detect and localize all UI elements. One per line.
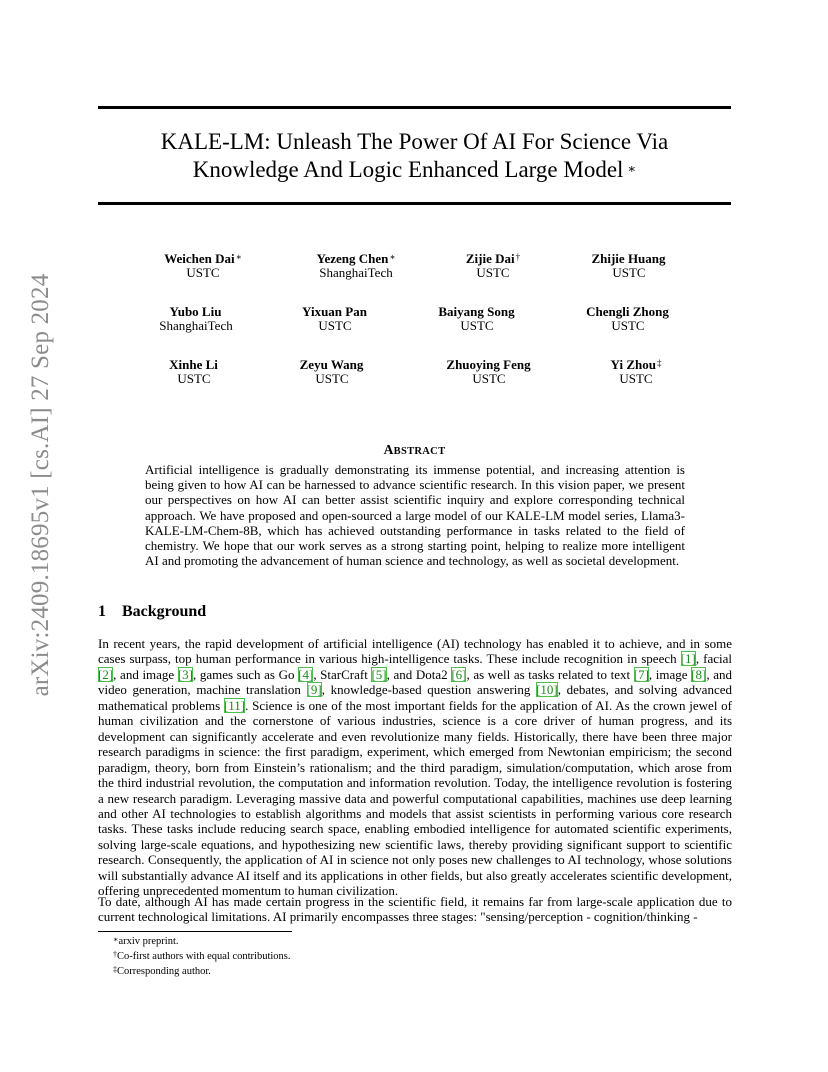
author-affiliation: USTC	[460, 318, 494, 333]
citation-link[interactable]: [4]	[298, 666, 314, 682]
abstract-text: Artificial intelligence is gradually demonstrating its immense potential, and increasing attention is being given to how AI can be harnessed to advance scientific research. In this vision paper, we present our perspectives on how AI can better assist scientific inquiry and explore corresponding technical approach. We have proposed and open-sourced a large model of our KALE-LM model series, Llama3-KALE-LM-Chem-8B, which has achieved outstanding performance in tasks related to the field of chemistry. We hope that our work serves as a strong starting point, helping to realize more intelligent AI and promoting the advancement of human science and technology, as well as societal development.	[145, 462, 685, 569]
author-affiliation: USTC	[476, 265, 510, 280]
author-name: Xinhe Li	[169, 357, 218, 372]
author-block	[419, 358, 559, 386]
author-affiliation: USTC	[619, 371, 653, 386]
author-block	[559, 252, 699, 280]
paragraph-text: , as well as tasks related to text	[466, 666, 634, 682]
author-affiliation: USTC	[611, 318, 645, 333]
section-heading	[98, 603, 206, 621]
author-affiliation: USTC	[177, 371, 211, 386]
paragraph-text: In recent years, the rapid development of artificial intelligence (AI) technology has enabled it to achieve, and in some cases surpass, top human performance in various high-intelligence tasks. These include recognition in speech	[98, 636, 732, 667]
citation-link[interactable]: [6]	[451, 666, 467, 682]
footnote-text: arxiv preprint.	[118, 936, 179, 947]
author-name: Chengli Zhong	[586, 304, 669, 319]
section-number: 1	[98, 603, 106, 620]
citation-link[interactable]: [3]	[177, 666, 193, 682]
footnote-marker: ∗	[113, 935, 119, 944]
paragraph-text: , knowledge-based question answering	[321, 682, 537, 698]
paper-title-line-2	[98, 155, 731, 185]
author-name: Zijie Dai	[465, 251, 515, 266]
author-marker: ‡	[656, 358, 662, 368]
footnote	[113, 965, 211, 978]
author-marker: †	[515, 252, 521, 262]
paper-title-text: Knowledge And Logic Enhanced Large Model	[192, 157, 624, 182]
author-name: Zhijie Huang	[591, 251, 666, 266]
title-footnote-marker: ∗	[627, 161, 637, 176]
author-block	[133, 252, 273, 280]
paper-title-line-1: KALE-LM: Unleash The Power Of AI For Science Via	[160, 129, 669, 154]
author-affiliation: USTC	[318, 318, 352, 333]
author-name: Zhuoying Feng	[446, 357, 531, 372]
citation-link[interactable]: [2]	[98, 666, 114, 682]
author-block	[126, 305, 266, 333]
author-block	[286, 252, 426, 280]
author-affiliation: ShanghaiTech	[319, 265, 393, 280]
footnote	[113, 950, 291, 963]
author-name: Zeyu Wang	[299, 357, 364, 372]
citation-link[interactable]: [7]	[633, 666, 649, 682]
footnote-marker: ‡	[113, 965, 117, 974]
paragraph-text: , image	[648, 666, 692, 682]
paragraph-text: , debates, and solving advanced mathematical problems	[98, 682, 732, 713]
author-block	[566, 358, 706, 386]
citation-link[interactable]: [11]	[223, 697, 246, 713]
citation-link[interactable]: [9]	[306, 682, 322, 698]
author-affiliation: USTC	[315, 371, 349, 386]
arxiv-identifier: arXiv:2409.18695v1 [cs.AI] 27 Sep 2024	[27, 273, 54, 697]
author-name: Yixuan Pan	[302, 304, 367, 319]
title-rule-bottom	[98, 202, 731, 205]
author-affiliation: ShanghaiTech	[159, 318, 233, 333]
footnote-rule	[98, 931, 292, 932]
author-name: Weichen Dai	[164, 251, 235, 266]
abstract-heading-initial: A	[383, 442, 394, 457]
paragraph-text: , facial	[695, 651, 732, 667]
author-block	[262, 358, 402, 386]
citation-link[interactable]: [10]	[536, 682, 558, 698]
author-affiliation: USTC	[612, 265, 646, 280]
author-name: Yi Zhou	[610, 357, 656, 372]
paragraph-text: , and video generation, machine translation	[98, 666, 732, 698]
footnote	[113, 935, 179, 948]
author-block	[558, 305, 698, 333]
footnote-marker: †	[113, 950, 117, 959]
abstract-heading	[98, 442, 731, 458]
author-marker: ∗	[389, 252, 396, 262]
abstract-heading-rest: BSTRACT	[393, 446, 446, 457]
paragraph-text: , StarCraft	[313, 666, 372, 682]
footnote-text: Corresponding author.	[117, 966, 211, 977]
author-affiliation: USTC	[186, 265, 220, 280]
paragraph-text: . Science is one of the most important fields for the application of AI. As the crown jewel of human civilization and the cornerstone of various industries, science is a core driver of human progress, and its development can significantly accelerate and even revolutionize many fields. Historically, there have been three major research paradigms in science: the first paradigm, experiment, which emerged from Newtonian empiricism; the second paradigm, theory, born from Einstein’s rationalism; and the third paradigm, simulation/computation, which arose from the third industrial revolution, the computation and information revolution. Today, the intelligence revolution is fostering a new research paradigm. Leveraging massive data and powerful computational capabilities, machines use deep learning and other AI technologies to establish algorithms and models that assist scientists in performing various core research tasks. These tasks include reducing search space, enabling embodied intelligence for automated scientific experiments, solving large-scale equations, and hypothesizing new scientific laws, thereby providing significant support to scientific research. Consequently, the application of AI in science not only poses new challenges to AI technology, whose solutions will substantially advance AI itself and its applications in other fields, but also greatly accelerates scientific development, offering unprecedented momentum to human civilization.	[98, 697, 733, 899]
arxiv-sidebar	[23, 273, 59, 697]
citation-link[interactable]: [5]	[371, 666, 387, 682]
author-affiliation: USTC	[472, 371, 506, 386]
footnote-text: Co-first authors with equal contributions.	[117, 951, 291, 962]
paragraph-text: , and Dota2	[386, 666, 452, 682]
author-block	[124, 358, 264, 386]
body-paragraph: To date, although AI has made certain progress in the scientific field, it remains far from large-scale application due to current technological limitations. AI primarily encompasses three stages: "sensing/perception - cognition/thinking -	[98, 894, 732, 925]
author-block	[407, 305, 547, 333]
citation-link[interactable]: [8]	[691, 666, 707, 682]
author-name: Baiyang Song	[438, 304, 515, 319]
paragraph-text: , games such as Go	[193, 666, 299, 682]
citation-link[interactable]: [1]	[680, 651, 696, 667]
author-marker: ∗	[235, 252, 242, 262]
author-block	[265, 305, 405, 333]
section-title: Background	[122, 603, 207, 620]
body-paragraph	[98, 636, 732, 899]
author-name: Yubo Liu	[169, 304, 222, 319]
author-block	[423, 252, 563, 280]
author-name: Yezeng Chen	[316, 251, 389, 266]
paragraph-text: , and image	[113, 666, 178, 682]
title-rule-top	[98, 106, 731, 109]
